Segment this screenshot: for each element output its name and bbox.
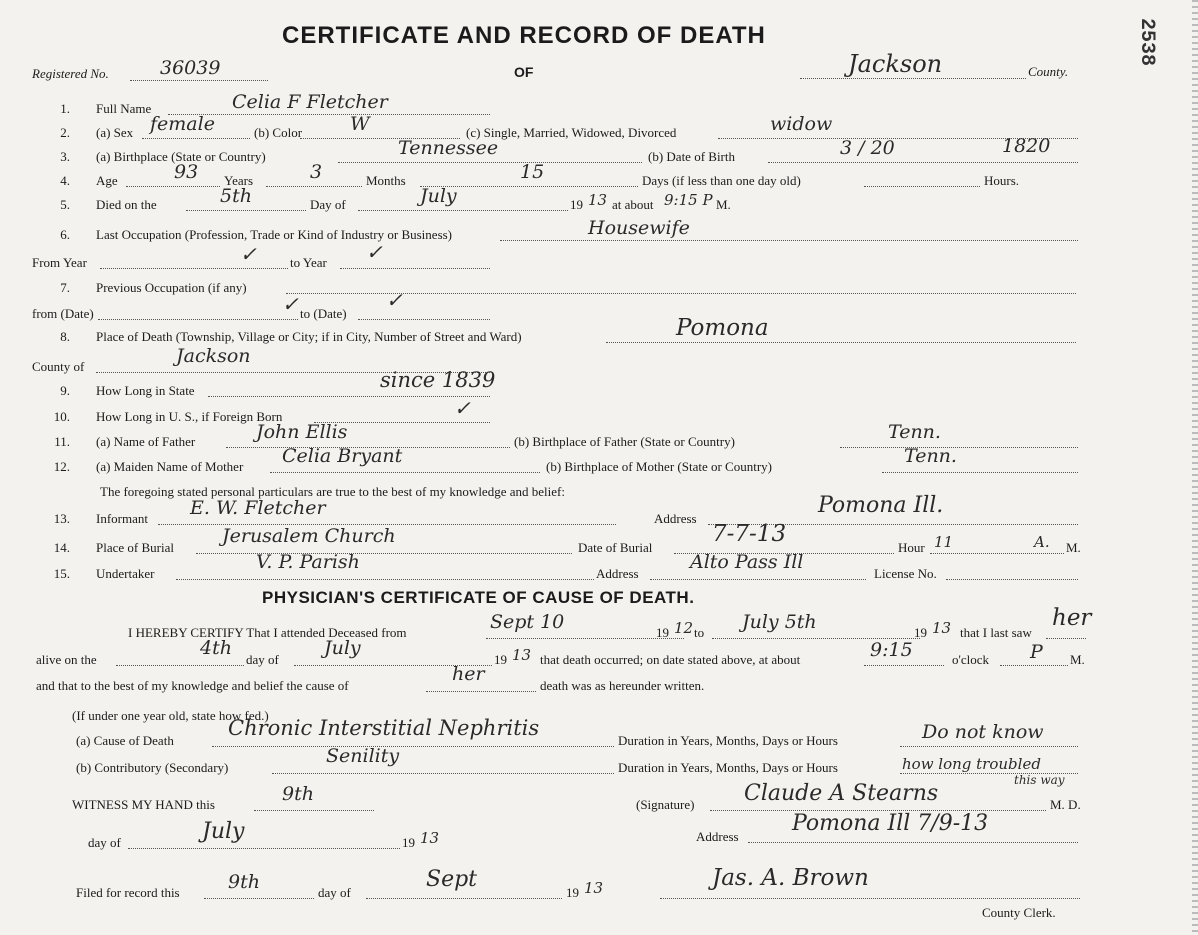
date-of-burial-value: 7-7-13: [712, 521, 787, 547]
undertaker-address-value: Alto Pass Ill: [690, 551, 804, 573]
years-label: Years: [224, 173, 254, 188]
item-number: 4.: [60, 173, 70, 188]
physician-certificate-title: PHYSICIAN'S CERTIFICATE OF CAUSE OF DEATH.: [262, 588, 695, 607]
died-month: July: [420, 185, 457, 207]
filed-month-line: [366, 898, 562, 899]
death-written-label: death was as hereunder written.: [540, 678, 705, 693]
last-saw-label: that I last saw: [960, 625, 1032, 640]
item-number: 3.: [60, 149, 70, 164]
last-saw-line: [1046, 638, 1086, 639]
item-number: 15.: [53, 566, 70, 581]
witness-label: WITNESS MY HAND this: [72, 797, 215, 812]
witness-year-prefix: 19: [402, 835, 415, 850]
age-months: 3: [310, 161, 323, 183]
how-long-us-label: How Long in U. S., if Foreign Born: [96, 409, 283, 424]
to-year-label: to Year: [290, 255, 327, 270]
md-label: M. D.: [1050, 797, 1081, 812]
item-number: 5.: [60, 197, 70, 212]
item-number: 11.: [54, 434, 70, 449]
attended-from-year: 12: [674, 619, 694, 637]
informant-label: Informant: [96, 511, 148, 526]
county-clerk-label: County Clerk.: [982, 905, 1056, 920]
filed-day-line: [204, 898, 314, 899]
died-on-label: Died on the: [96, 197, 157, 212]
informant-value: E. W. Fletcher: [190, 497, 326, 519]
from-date-line: [98, 319, 298, 320]
item-number: 9.: [60, 383, 70, 398]
from-date-check: ✓: [282, 292, 299, 316]
cause-of-death-line: [212, 746, 614, 747]
to-year-line: [340, 268, 490, 269]
contributory-duration-value: how long troubled: [902, 755, 1041, 773]
item-number: 13.: [53, 511, 70, 526]
contributory-line: [272, 773, 614, 774]
alive-day-of-label: day of: [246, 652, 279, 667]
item-number: 8.: [60, 329, 70, 344]
last-saw-value: her: [1052, 605, 1092, 631]
witness-day-value: 9th: [282, 783, 314, 805]
died-day: 5th: [220, 185, 252, 207]
undertaker-label: Undertaker: [96, 566, 155, 581]
contributory-label: (b) Contributory (Secondary): [76, 760, 229, 775]
undertaker-address-line: [650, 579, 866, 580]
item-number: 6.: [60, 227, 70, 242]
place-of-death-label: Place of Death (Township, Village or City; if in City, Number of Street and Ward): [96, 329, 522, 344]
item-number: 14.: [53, 540, 70, 555]
attended-to-label: to: [694, 625, 705, 640]
place-of-burial-value: Jerusalem Church: [222, 525, 396, 547]
how-long-state-value: since 1839: [380, 368, 496, 392]
contributory-duration-value-2: this way: [1014, 773, 1065, 787]
alive-year-value: 13: [512, 646, 532, 664]
license-label: License No.: [874, 566, 937, 581]
birthplace-line: [338, 162, 642, 163]
contributory-value: Senility: [326, 745, 400, 767]
dob-month-day: 3 / 20: [840, 137, 895, 159]
marital-label: (c) Single, Married, Widowed, Divorced: [466, 125, 677, 140]
cause-pronoun-line: [426, 691, 536, 692]
dob-line: [768, 162, 1078, 163]
burial-m-label: M.: [1066, 540, 1081, 555]
attended-year-prefix: 19: [656, 625, 669, 640]
physician-address-line: [748, 842, 1078, 843]
date-of-burial-label: Date of Burial: [578, 540, 653, 555]
cause-duration-label: Duration in Years, Months, Days or Hours: [618, 733, 838, 748]
license-line: [946, 579, 1078, 580]
item-number: 7.: [60, 280, 70, 295]
from-year-check: ✓: [240, 242, 257, 266]
marital-value: widow: [770, 113, 833, 135]
how-long-state-label: How Long in State: [96, 383, 195, 398]
filed-label: Filed for record this: [76, 885, 180, 900]
witness-year-value: 13: [420, 829, 440, 847]
death-time-value: 9:15: [870, 639, 913, 661]
oclock-line: [1000, 665, 1068, 666]
full-name-label: Full Name: [96, 101, 152, 116]
filed-year-value: 13: [584, 879, 604, 897]
father-name-value: John Ellis: [256, 421, 348, 443]
filed-month-value: Sept: [426, 867, 478, 892]
hereby-certify-label: I HEREBY CERTIFY That I attended Deceased from: [128, 625, 407, 640]
alive-day-value: 4th: [200, 637, 232, 659]
place-of-burial-label: Place of Burial: [96, 540, 174, 555]
witness-day-line: [254, 810, 374, 811]
previous-occupation-label: Previous Occupation (if any): [96, 280, 247, 295]
father-birthplace-line: [840, 447, 1078, 448]
to-date-check: ✓: [386, 288, 403, 312]
death-occurred-label: that death occurred; on date stated above, at about: [540, 652, 801, 667]
item-number: 10.: [53, 409, 70, 424]
sex-value: female: [150, 113, 215, 135]
cause-of-death-label: (a) Cause of Death: [76, 733, 174, 748]
to-date-line: [358, 319, 490, 320]
registered-line: [130, 80, 268, 81]
birthplace-value: Tennessee: [398, 137, 499, 159]
clerk-signature: Jas. A. Brown: [712, 865, 869, 891]
died-month-line: [358, 210, 568, 211]
item-number: 2.: [60, 125, 70, 140]
undertaker-address-label: Address: [596, 566, 639, 581]
mother-name-value: Celia Bryant: [282, 445, 403, 467]
color-label: (b) Color: [254, 125, 303, 140]
mother-name-label: (a) Maiden Name of Mother: [96, 459, 244, 474]
hours-line: [864, 186, 980, 187]
attended-to-year: 13: [932, 619, 952, 637]
filed-year-prefix: 19: [566, 885, 579, 900]
attended-from-line: [486, 638, 684, 639]
dob-year: 1820: [1002, 135, 1051, 157]
county-line: [800, 78, 1026, 79]
days-label: Days (if less than one day old): [642, 173, 801, 188]
attended-to-value: July 5th: [742, 611, 817, 633]
last-occupation-value: Housewife: [588, 217, 690, 239]
physician-address-value: Pomona Ill 7/9-13: [792, 811, 989, 836]
alive-on-label: alive on the: [36, 652, 97, 667]
witness-day-of-label: day of: [88, 835, 121, 850]
father-name-label: (a) Name of Father: [96, 434, 196, 449]
how-long-us-check: ✓: [454, 396, 471, 420]
cause-pronoun-value: her: [452, 663, 485, 685]
informant-address-label: Address: [654, 511, 697, 526]
last-occupation-label: Last Occupation (Profession, Trade or Kind of Industry or Business): [96, 227, 453, 242]
sex-line: [142, 138, 250, 139]
undertaker-line: [176, 579, 594, 580]
stamp-number: 2538: [1135, 18, 1158, 67]
witness-month-value: July: [202, 819, 245, 844]
full-name-value: Celia F Fletcher: [232, 91, 388, 113]
alive-month-value: July: [324, 637, 361, 659]
sex-label: (a) Sex: [96, 125, 134, 140]
item-number: 12.: [53, 459, 70, 474]
mother-name-line: [270, 472, 540, 473]
how-long-state-line: [208, 396, 490, 397]
informant-address-value: Pomona Ill.: [818, 493, 944, 518]
death-pm-value: P: [1030, 641, 1043, 663]
hours-label: Hours.: [984, 173, 1020, 188]
hour-label: Hour: [898, 540, 925, 555]
alive-day-line: [116, 665, 244, 666]
dob-label: (b) Date of Birth: [648, 149, 736, 164]
oclock-label: o'clock: [952, 652, 989, 667]
attended-to-year-prefix: 19: [914, 625, 927, 640]
cause-duration-value: Do not know: [922, 721, 1044, 743]
attended-from-value: Sept 10: [490, 611, 565, 633]
registered-label: Registered No.: [32, 66, 109, 81]
father-birthplace-value: Tenn.: [888, 421, 941, 443]
and-that-label: and that to the best of my knowledge and belief the cause of: [36, 678, 349, 693]
mother-birthplace-line: [882, 472, 1078, 473]
day-of-label: Day of: [310, 197, 346, 212]
to-year-check: ✓: [366, 240, 383, 264]
age-years-line: [126, 186, 220, 187]
months-label: Months: [366, 173, 406, 188]
age-label: Age: [96, 173, 118, 188]
father-birthplace-label: (b) Birthplace of Father (State or Country): [514, 434, 735, 449]
death-time-line: [864, 665, 944, 666]
previous-occupation-line: [286, 293, 1076, 294]
died-day-line: [186, 210, 306, 211]
county-of-label: County of: [32, 359, 85, 374]
at-about-label: at about: [612, 197, 654, 212]
burial-hour-value: 11: [934, 533, 954, 551]
age-months-line: [266, 186, 362, 187]
mother-birthplace-label: (b) Birthplace of Mother (State or Country): [546, 459, 772, 474]
place-of-burial-line: [196, 553, 572, 554]
color-value: W: [350, 113, 370, 135]
contributory-duration-label: Duration in Years, Months, Days or Hours: [618, 760, 838, 775]
place-of-death-value: Pomona: [676, 315, 769, 341]
from-year-line: [100, 268, 288, 269]
to-date-label: to (Date): [300, 306, 347, 321]
from-date-label: from (Date): [32, 306, 94, 321]
age-years: 93: [174, 161, 199, 183]
age-days: 15: [520, 161, 545, 183]
cause-duration-line: [900, 746, 1078, 747]
alive-year-prefix: 19: [494, 652, 507, 667]
last-occupation-line: [500, 240, 1078, 241]
physician-signature: Claude A Stearns: [744, 781, 939, 806]
place-of-death-line: [606, 342, 1076, 343]
signature-label: (Signature): [636, 797, 695, 812]
certificate-title: CERTIFICATE AND RECORD OF DEATH: [282, 22, 766, 49]
scan-edge: [1192, 0, 1198, 935]
clerk-signature-line: [660, 898, 1080, 899]
item-number: 1.: [60, 101, 70, 116]
year-prefix: 19: [570, 197, 583, 212]
hour-line: [930, 553, 1064, 554]
m-label: M.: [716, 197, 731, 212]
undertaker-value: V. P. Parish: [256, 551, 360, 573]
filed-day-of-label: day of: [318, 885, 351, 900]
county-label: County.: [1028, 64, 1069, 79]
burial-am-value: A.: [1034, 533, 1050, 551]
county-value: Jackson: [848, 50, 943, 78]
full-name-line: [168, 114, 490, 115]
witness-month-line: [128, 848, 400, 849]
died-year: 13: [588, 191, 608, 209]
birthplace-label: (a) Birthplace (State or Country): [96, 149, 266, 164]
physician-address-label: Address: [696, 829, 739, 844]
from-year-label: From Year: [32, 255, 87, 270]
mother-birthplace-value: Tenn.: [904, 445, 957, 467]
filed-day-value: 9th: [228, 871, 260, 893]
county-of-value: Jackson: [176, 345, 251, 367]
under-one-year-label: (If under one year old, state how fed.): [72, 708, 269, 723]
death-m-label: M.: [1070, 652, 1085, 667]
of-label: OF: [514, 64, 534, 80]
foregoing-statement: The foregoing stated personal particulars are true to the best of my knowledge and belief:: [100, 484, 565, 499]
died-time: 9:15 P: [664, 191, 713, 209]
registered-number: 36039: [160, 57, 221, 79]
cause-of-death-value: Chronic Interstitial Nephritis: [228, 716, 540, 740]
